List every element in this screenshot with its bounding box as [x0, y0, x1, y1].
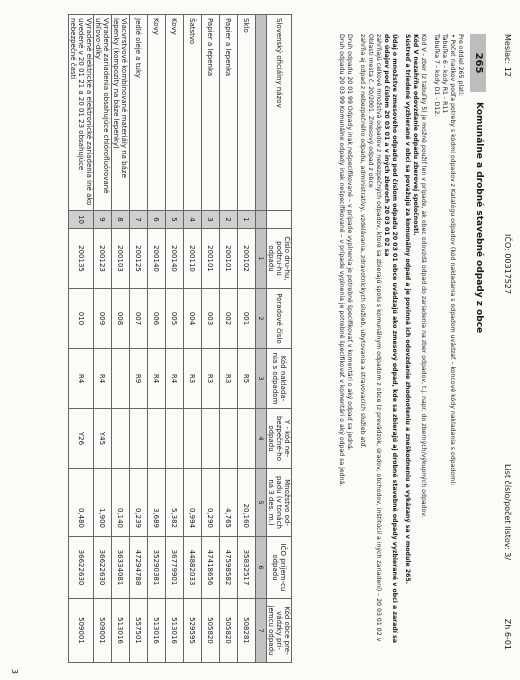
waste-code: 200135 — [69, 229, 94, 289]
treatment-code: R4 — [166, 349, 184, 409]
row-number: 8 — [112, 211, 130, 229]
hazard-code — [238, 409, 256, 469]
recipient-ico: 36622630 — [94, 537, 112, 599]
waste-name: Viacvrstvové kombinované materiály na báze lepenky (kompozity na báze lepenky) — [112, 15, 130, 211]
col-name-header: Slovenský oficiálny názov — [267, 15, 292, 211]
waste-code: 200125 — [130, 229, 148, 289]
sequence-number: 008 — [112, 289, 130, 349]
row-number: 5 — [166, 211, 184, 229]
instruction-line: zahŕňa aj odpad z nebezpečného odpadu, administratívy, vzdelávania, zdravotníckych služieb, ubytovania a stravovacích služieb atď. — [359, 34, 366, 449]
page-number: 3 — [10, 668, 19, 674]
row-number: 7 — [130, 211, 148, 229]
col-number: 2 — [256, 289, 267, 349]
col-number: 3 — [256, 349, 267, 409]
col-ico-header: IČO prijem-cu odpadu — [267, 537, 292, 599]
recipient-ico: 35832517 — [238, 537, 256, 599]
col-y-header: Y - kód ne-bezpečné-ho odpadu — [267, 409, 292, 469]
recipient-ico: 47418656 — [202, 537, 220, 599]
column-number-row — [256, 15, 267, 663]
quantity-tons: 0,290 — [202, 469, 220, 537]
recipient-municipality-code: 513016 — [166, 599, 184, 663]
recipient-municipality-code: 509001 — [69, 599, 94, 663]
sequence-number: 006 — [148, 289, 166, 349]
row-number: 1 — [238, 211, 256, 229]
recipient-ico: 36334081 — [112, 537, 130, 599]
recipient-ico: 36779901 — [166, 537, 184, 599]
hazard-code — [220, 409, 238, 469]
instruction-line — [427, 34, 432, 644]
treatment-code: R4 — [148, 349, 166, 409]
sequence-number: 010 — [69, 289, 94, 349]
col-seq-header: Poradové číslo — [267, 289, 292, 349]
waste-code: 200140 — [148, 229, 166, 289]
waste-code: 200103 — [112, 229, 130, 289]
col-number: 4 — [256, 409, 267, 469]
col-number — [256, 211, 267, 229]
recipient-municipality-code: 505820 — [220, 599, 238, 663]
treatment-code: R3 — [220, 349, 238, 409]
hazard-code — [130, 409, 148, 469]
recipient-municipality-code: 513016 — [112, 599, 130, 663]
quantity-tons: 0,140 — [112, 469, 130, 537]
table-row — [238, 15, 256, 663]
form-code: Zh 6-01 — [503, 618, 512, 650]
recipient-municipality-code: 557501 — [130, 599, 148, 663]
table-row — [130, 15, 148, 663]
col-op-header: Kód naklada-nia s odpadom — [267, 349, 292, 409]
row-number: 4 — [184, 211, 202, 229]
col-row-header — [267, 211, 292, 229]
waste-code: 200102 — [238, 229, 256, 289]
recipient-ico: 47294788 — [130, 537, 148, 599]
sequence-number: 007 — [130, 289, 148, 349]
treatment-code: R9 — [130, 349, 148, 409]
waste-name: Vyradené elektrické a elektronické zariadenia iné ako uvedené v 20 01 21 a 20 01 23 obsahujúce nebezpečné časti — [69, 15, 94, 211]
quantity-tons: 0,239 — [130, 469, 148, 537]
treatment-code: R4 — [69, 349, 94, 409]
instruction-line: Tabuľka 7 - kódy D1 - D12. — [433, 34, 440, 117]
waste-name: Kovy — [148, 15, 166, 211]
waste-name: Šatstvo — [184, 15, 202, 211]
recipient-municipality-code: 509001 — [94, 599, 112, 663]
waste-code: 200140 — [166, 229, 184, 289]
page-header — [500, 34, 512, 650]
table-row — [69, 15, 94, 663]
col-obec-header: Kód obce pre-vádzky pri-jemcu odpadu — [267, 599, 292, 663]
table-header-row — [267, 15, 292, 663]
col-number — [256, 15, 267, 211]
instruction-line: Tabuľka 6 - kódy R1 - R11 — [441, 34, 448, 114]
sequence-number: 004 — [184, 289, 202, 349]
col-code-header: Číslo dru-hu, podtru-hu odpadu — [267, 229, 292, 289]
quantity-tons: 4,765 — [220, 469, 238, 537]
table-row — [202, 15, 220, 663]
table-row — [220, 15, 238, 663]
recipient-ico: 35290381 — [148, 537, 166, 599]
treatment-code — [112, 349, 130, 409]
instruction-line: Druh odpadu 20 01 99 Odpady inak nešpecifikované – v prípade vyplnenia je potrebné špecifikovať v komentári o aký odpad sa jedná. — [346, 34, 353, 451]
quantity-tons: 0,994 — [184, 469, 202, 537]
waste-name: Vyradené zariadenia obsahujúce chlórofluórované uhľovo-díky — [94, 15, 112, 211]
sequence-number: 009 — [94, 289, 112, 349]
waste-name: Papier a lepenka — [202, 15, 220, 211]
treatment-code: R4 — [94, 349, 112, 409]
table-row — [112, 15, 130, 663]
waste-code: 200123 — [94, 229, 112, 289]
waste-table — [68, 14, 292, 663]
waste-name: Kovy — [166, 15, 184, 211]
hazard-code — [166, 409, 184, 469]
quantity-tons: 0,480 — [69, 469, 94, 537]
instruction-line: Kód V - zber (z tabuľky 5) je možné použiť len v prípade, ak obec odovzdá odpad do zariadenia na zber odpadov, t.j. napr. do zberných/výkupných odpadov. — [420, 34, 427, 518]
sequence-number: 001 — [238, 289, 256, 349]
col-number: 7 — [256, 599, 267, 663]
sequence-number: 003 — [202, 289, 220, 349]
quantity-tons: 20,160 — [238, 469, 256, 537]
table-row — [148, 15, 166, 663]
recipient-municipality-code: 513016 — [148, 599, 166, 663]
col-number: 5 — [256, 469, 267, 537]
sequence-number: 005 — [166, 289, 184, 349]
ico-label: IČO: 00317527 — [503, 234, 512, 295]
recipient-ico: 44882033 — [184, 537, 202, 599]
waste-code: 200101 — [202, 229, 220, 289]
recipient-ico: 47598582 — [220, 537, 238, 599]
quantity-tons: 5,382 — [166, 469, 184, 537]
section-title: Komunálne a drobné stavebné odpady z obce — [474, 102, 484, 334]
instruction-line: Pre oddiel 265 platí: — [457, 34, 464, 97]
instruction-line: Druh odpadu 20 03 99 Komunálne odpady inak nešpecifikované – v prípade vyplnenia je potrebné špecifikovať v komentári o aký odpad sa jedná. — [338, 34, 345, 487]
hazard-code — [184, 409, 202, 469]
col-number: 1 — [256, 229, 267, 289]
instructions-block — [337, 34, 464, 644]
quantity-tons: 3,689 — [148, 469, 166, 537]
row-number: 6 — [148, 211, 166, 229]
quantity-tons: 1,900 — [94, 469, 112, 537]
waste-code: 200101 — [220, 229, 238, 289]
instruction-line: • Počet riadkov podľa potreby s kódmi odpadov z Katalógu odpadov (kód nakladania s odpadom uvádzať – koncové kódy nakladania s odpadom): — [449, 34, 456, 486]
instruction-line: Kód V nezahŕňa odovzdanie odpadu zberovej spoločnosti. — [412, 34, 419, 236]
recipient-municipality-code: 505820 — [202, 599, 220, 663]
instruction-line: Sústreď a triedené vyzbierané v obci sa považujú za komunálny odpad a je povinná ich odovzdanie zhodnoteniu a zneškodneniu a vykázaný sa v module 265. — [404, 34, 411, 585]
waste-code: 200110 — [184, 229, 202, 289]
instruction-line: zahŕňajú celkové množstvá odpadov z nebezpečných odpadov, ktoré sa zbierajú spolu s komunálnym odpadom z obce (z prevádzok, úradov, obchodov, inštitúcií a iných zariadení) – 20 03 01 02 v Oblasti mesta č. 20/2001. Zmesový odpad z obce — [367, 34, 382, 642]
hazard-code: Y26 — [69, 409, 94, 469]
hazard-code — [112, 409, 130, 469]
waste-name: Sklo — [238, 15, 256, 211]
sheet-label: List číslo/počet listov: 3/ — [503, 464, 512, 561]
treatment-code: R3 — [184, 349, 202, 409]
section-number: 265 — [470, 34, 486, 92]
month-label: Mesiac: 12 — [503, 34, 512, 77]
waste-name: Papier a lepenka — [220, 15, 238, 211]
sequence-number: 002 — [220, 289, 238, 349]
section-title-bar — [468, 34, 486, 594]
table-row — [184, 15, 202, 663]
hazard-code — [202, 409, 220, 469]
table-row — [166, 15, 184, 663]
row-number: 2 — [220, 211, 238, 229]
hazard-code — [148, 409, 166, 469]
table-row — [94, 15, 112, 663]
instruction-line: Údaj o množstve zmesového odpadu pod číslom odpadu 20 03 01 obce uvádzajú ako zmesový odpad, kde sa zbierajú aj drobné stavebné odpady vyzbierané v obci a zaradí sa do údajov pod číslom 20 03 01 a v iných zberoch 20 03 01 02 sa — [383, 34, 398, 643]
col-number: 6 — [256, 537, 267, 599]
treatment-code: R5 — [238, 349, 256, 409]
hazard-code: Y45 — [94, 409, 112, 469]
waste-name: Jedlé oleje a tuky — [130, 15, 148, 211]
recipient-ico: 36622630 — [69, 537, 94, 599]
recipient-municipality-code: 508281 — [238, 599, 256, 663]
row-number: 3 — [202, 211, 220, 229]
treatment-code: R3 — [202, 349, 220, 409]
col-qty-header: Množstvo od-padu (v tonách na 3 des. m.) — [267, 469, 292, 537]
recipient-municipality-code: 529595 — [184, 599, 202, 663]
row-number: 9 — [94, 211, 112, 229]
row-number: 10 — [69, 211, 94, 229]
